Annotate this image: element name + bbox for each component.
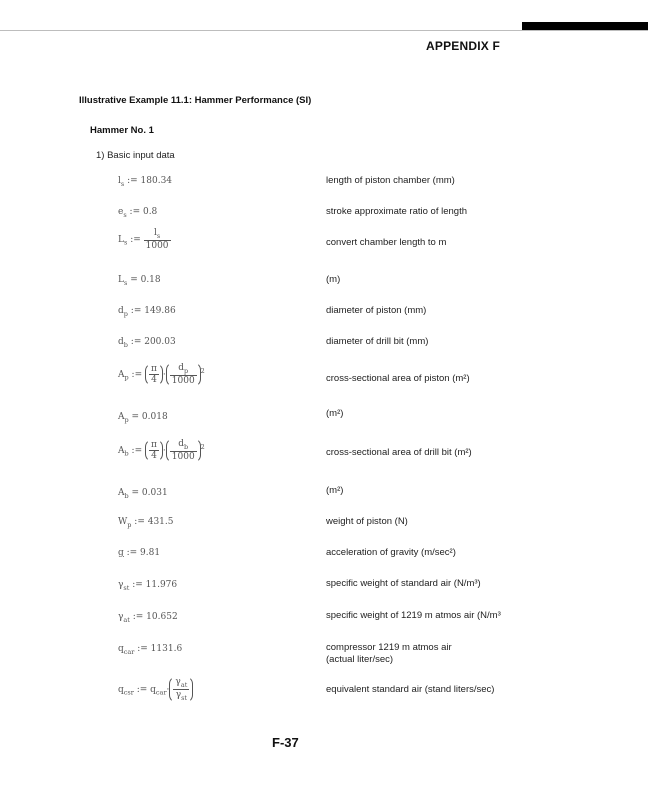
desc-row-10: weight of piston (N) bbox=[326, 516, 408, 527]
desc-row-1: stroke approximate ratio of length bbox=[326, 206, 467, 217]
expr-es-def: $e_s$ := 0.8 bbox=[118, 207, 158, 219]
desc-row-7: (m²) bbox=[326, 408, 344, 419]
example-title: Illustrative Example 11.1: Hammer Performance (SI) bbox=[79, 95, 312, 106]
header-rule bbox=[0, 30, 648, 31]
expr-qcar-def: $q_{car}$ := 1131.6 bbox=[118, 644, 183, 656]
expr-ap-result: $A_p = 0.018$ bbox=[118, 412, 168, 424]
desc-row-6: cross-sectional area of piston (m²) bbox=[326, 373, 470, 384]
desc-row-9: (m²) bbox=[326, 485, 344, 496]
desc-row-8: cross-sectional area of drill bit (m²) bbox=[326, 447, 472, 458]
desc-row-14-line2: (actual liter/sec) bbox=[326, 654, 394, 665]
appendix-label: APPENDIX F bbox=[426, 39, 501, 53]
desc-row-2: convert chamber length to m bbox=[326, 237, 447, 248]
section-heading: 1) Basic input data bbox=[96, 150, 175, 161]
desc-row-12: specific weight of standard air (N/m³) bbox=[326, 578, 481, 589]
desc-row-3: (m) bbox=[326, 274, 341, 285]
expr-wp-def: $W_p$ := 431.5 bbox=[118, 517, 174, 529]
expr-dp-def: $d_p$ := 149.86 bbox=[118, 306, 176, 318]
desc-row-5: diameter of drill bit (mm) bbox=[326, 336, 429, 347]
desc-row-4: diameter of piston (mm) bbox=[326, 305, 427, 316]
expr-db-def: $d_b$ := 200.03 bbox=[118, 337, 176, 349]
expr-gamma-at-def: $\gamma_{at}$ := 10.652 bbox=[118, 612, 178, 624]
desc-row-15: equivalent standard air (stand liters/sec) bbox=[326, 684, 495, 695]
hammer-heading: Hammer No. 1 bbox=[90, 125, 154, 136]
desc-row-11: acceleration of gravity (m/sec²) bbox=[326, 547, 456, 558]
expr-ab-def: $A_b$ := $\frac{\pi}{4}$ · $\frac{d_b}{1000}$ $^2$ bbox=[118, 439, 205, 462]
page-number: F-37 bbox=[272, 735, 299, 750]
expr-gamma-st-def: $\gamma_{st}$ := 11.976 bbox=[118, 580, 178, 592]
expr-ls-convert: $L_s$ := $\frac{l_s}{1000}$ bbox=[118, 228, 169, 251]
expr-ls-def: $l_s$ := 180.34 bbox=[118, 176, 173, 188]
desc-row-0: length of piston chamber (mm) bbox=[326, 175, 455, 186]
desc-row-14: compressor 1219 m atmos air bbox=[326, 642, 452, 653]
expr-ab-result: $A_b = 0.031$ bbox=[118, 488, 168, 500]
expr-qcsr-def: $q_{csr}$ := $q_{car}\cdot$ $\frac{\gamma_{at}}{\gamma_{st}}$ bbox=[118, 676, 193, 703]
expr-g-def: g := 9.81 bbox=[118, 548, 161, 558]
expr-ls-result: $L_s = 0.18$ bbox=[118, 275, 161, 287]
expr-ap-def: $A_p$ := $\frac{\pi}{4}$ · $\frac{d_p}{1000}$ $^2$ bbox=[118, 363, 205, 386]
desc-row-13: specific weight of 1219 m atmos air (N/m³ bbox=[326, 610, 501, 621]
